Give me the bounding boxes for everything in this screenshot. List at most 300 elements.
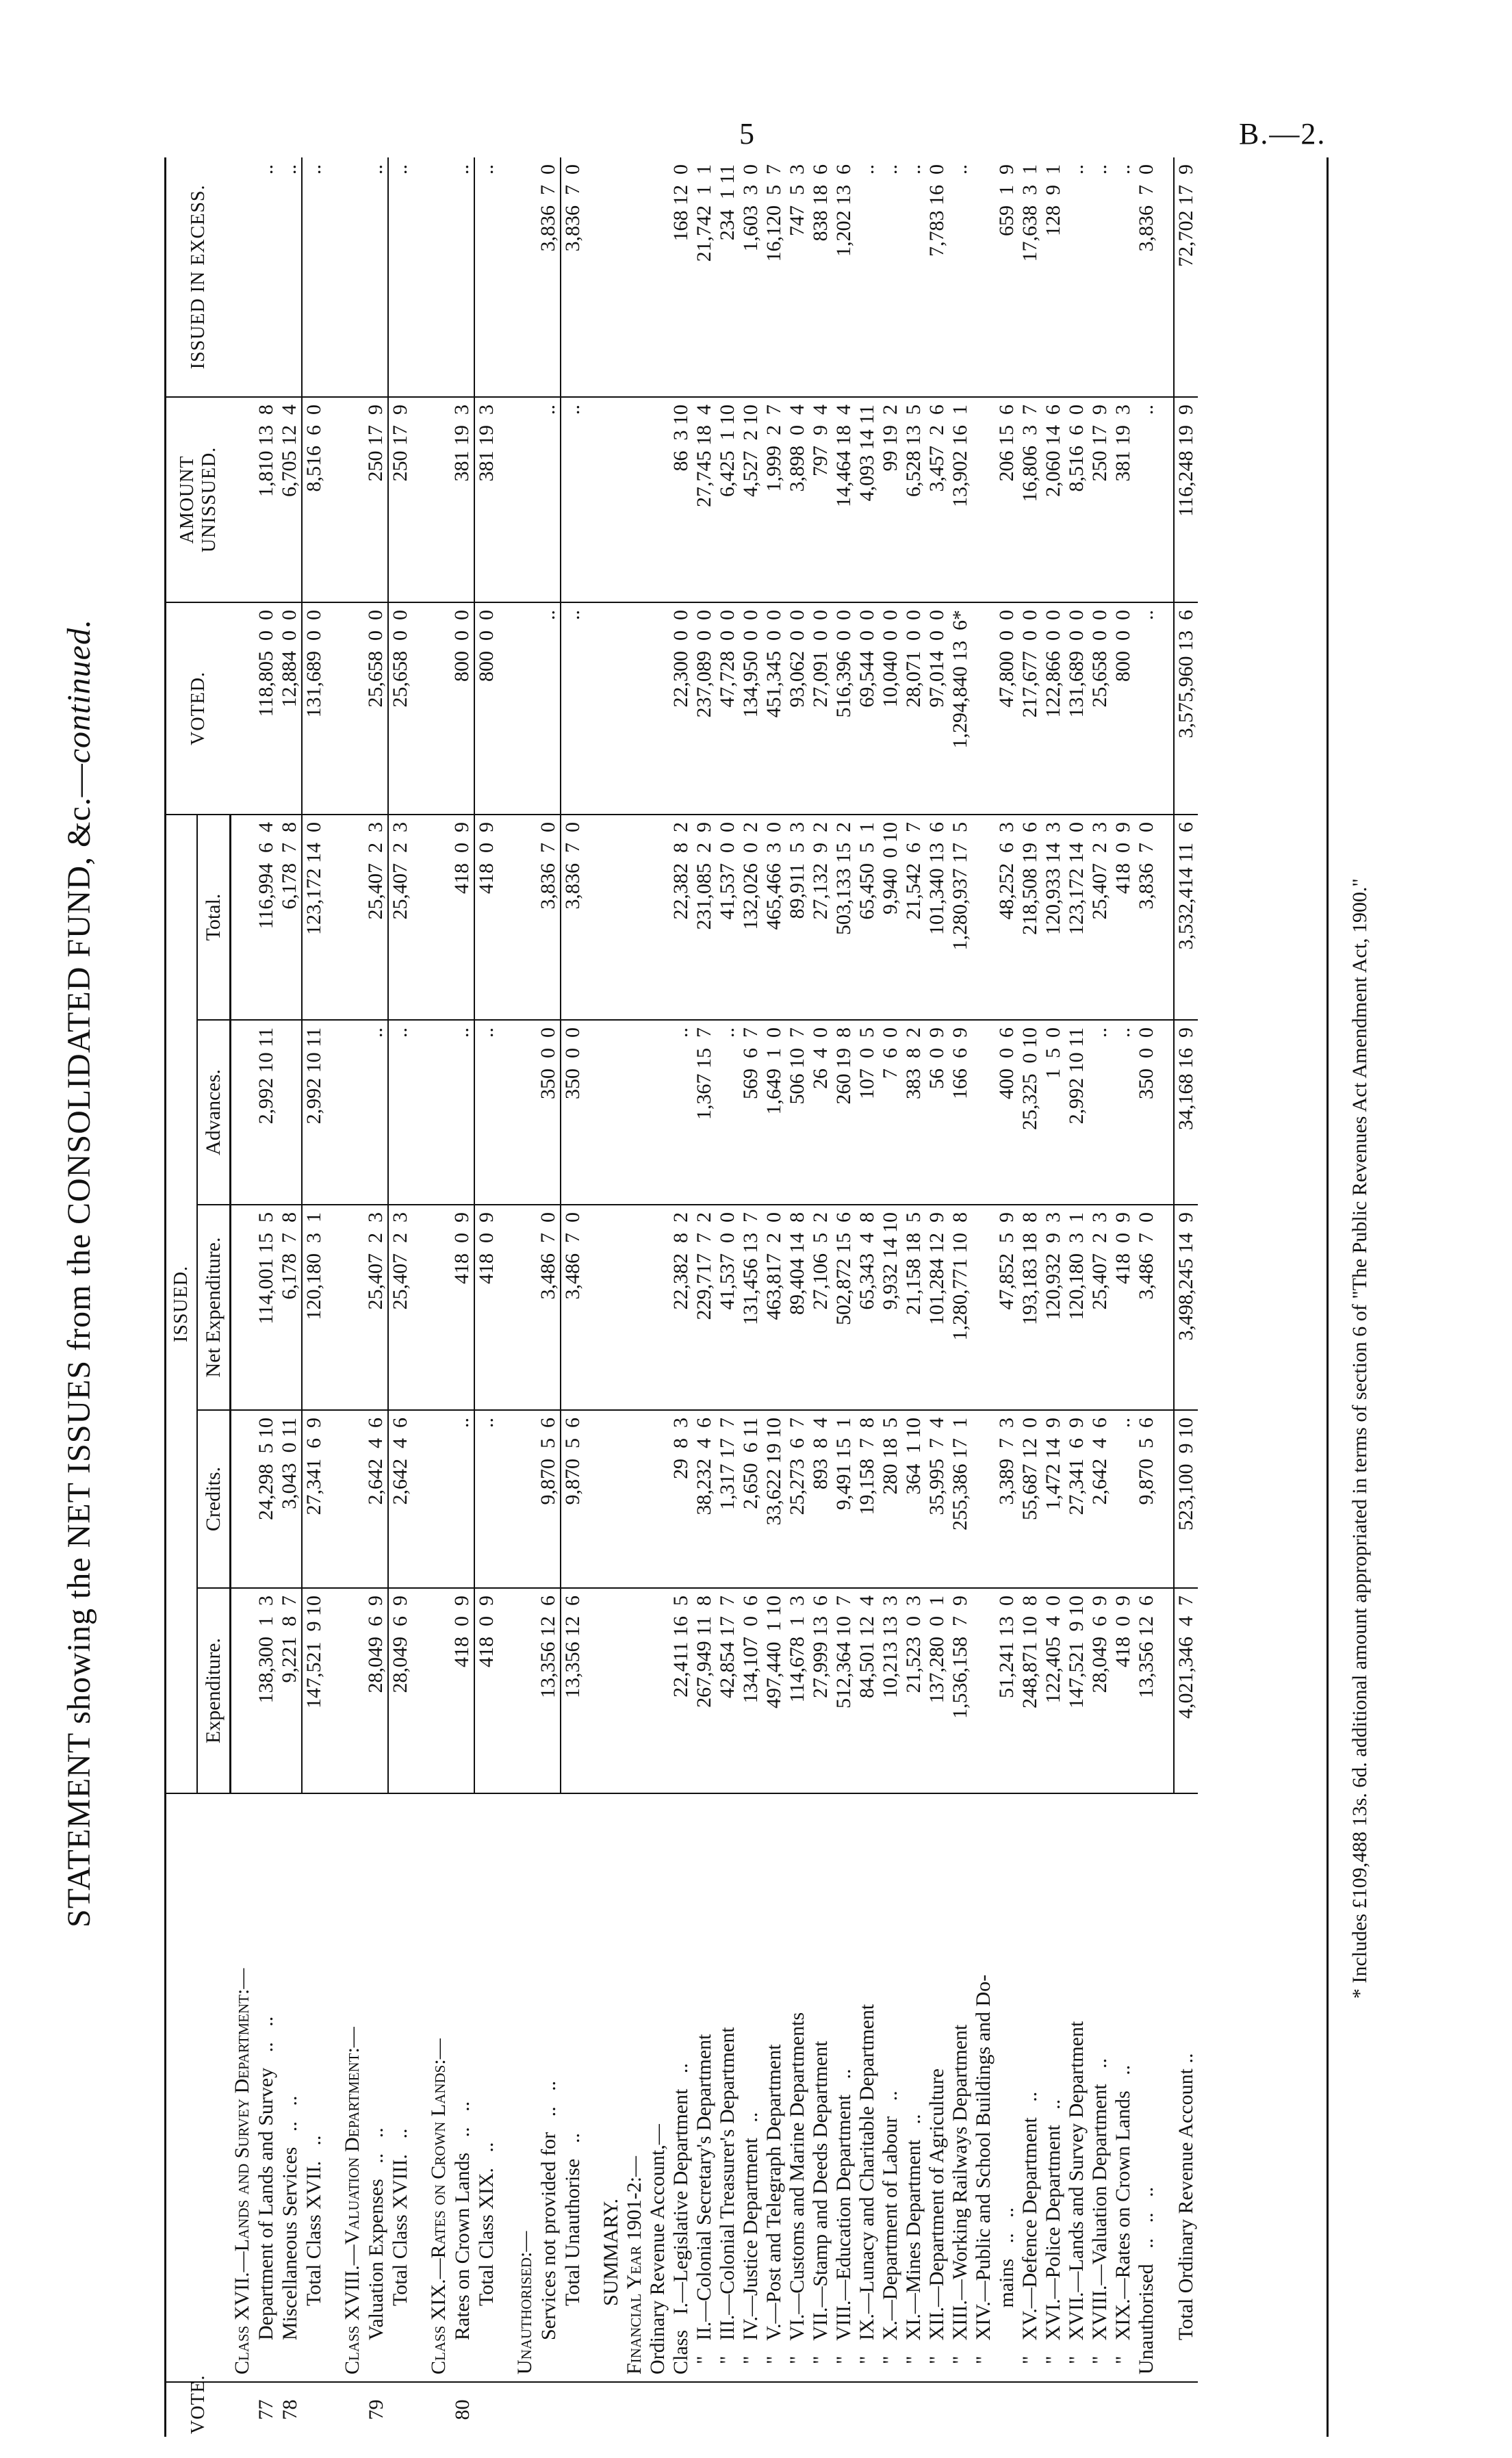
amount-unissued-value: 3,457 2 6 bbox=[925, 397, 949, 602]
row-description: " V.—Post and Telegraph Department bbox=[763, 1793, 786, 2382]
issued-in-excess-value: .. bbox=[278, 157, 302, 397]
advances-value: 25,325 0 10 bbox=[1018, 1020, 1042, 1205]
row-description: Unauthorised:— bbox=[513, 1793, 537, 2382]
table-row bbox=[450, 157, 474, 2437]
expenditure-value: 13,356 12 6 bbox=[561, 1588, 585, 1793]
credits-value: 27,341 6 9 bbox=[302, 1410, 326, 1588]
issued-in-excess-value: .. bbox=[255, 157, 278, 397]
row-description: " XV.—Defence Department .. bbox=[1018, 1793, 1042, 2382]
amount-unissued-header: AMOUNT UNISSUED. bbox=[166, 397, 231, 602]
credits-value: 523,100 9 10 bbox=[1174, 1410, 1198, 1588]
spacer-cell bbox=[326, 1205, 341, 1410]
amount-unissued-value bbox=[341, 397, 364, 602]
amount-unissued-value: 13,902 16 1 bbox=[949, 397, 972, 602]
amount-unissued-value: .. bbox=[537, 397, 561, 602]
vote-number bbox=[763, 2382, 786, 2437]
advances-value: .. bbox=[669, 1020, 693, 1205]
issued-in-excess-value: .. bbox=[1065, 157, 1088, 397]
table-row bbox=[1042, 157, 1065, 2437]
table-row bbox=[856, 157, 879, 2437]
spacer-cell bbox=[412, 1588, 427, 1793]
table-row bbox=[949, 157, 972, 2437]
expenditure-value: 22,411 16 5 bbox=[669, 1588, 693, 1793]
row-description: Class XVIII.—Valuation Department:— bbox=[341, 1793, 364, 2382]
net-expenditure-value: 463,817 2 0 bbox=[763, 1205, 786, 1410]
total-row bbox=[302, 157, 326, 2437]
vote-number bbox=[693, 2382, 716, 2437]
amount-unissued-value: 381 19 3 bbox=[450, 397, 474, 602]
spacer-cell bbox=[412, 397, 427, 602]
expenditure-value: 114,678 1 3 bbox=[786, 1588, 809, 1793]
total-value: 21,542 6 7 bbox=[902, 815, 925, 1020]
voted-value: .. bbox=[561, 602, 585, 815]
credits-value: 33,622 19 10 bbox=[763, 1410, 786, 1588]
advances-value: 1 5 0 bbox=[1042, 1020, 1065, 1205]
amount-unissued-value: 8,516 6 0 bbox=[302, 397, 326, 602]
row-description: Rates on Crown Lands .. .. bbox=[450, 1793, 474, 2382]
advances-value: 569 6 7 bbox=[739, 1020, 763, 1205]
table-row bbox=[739, 157, 763, 2437]
total-value: 231,085 2 9 bbox=[693, 815, 716, 1020]
spacer-cell bbox=[585, 157, 600, 397]
expenditure-value: 84,501 12 4 bbox=[856, 1588, 879, 1793]
net-expenditure-value bbox=[513, 1205, 537, 1410]
advances-value bbox=[600, 1020, 623, 1205]
net-expenditure-value: 418 0 9 bbox=[474, 1205, 498, 1410]
advances-value: 350 0 0 bbox=[561, 1020, 585, 1205]
net-expenditure-value: 418 0 9 bbox=[450, 1205, 474, 1410]
issued-in-excess-value: 17,638 3 1 bbox=[1018, 157, 1042, 397]
amount-unissued-value: 99 19 2 bbox=[879, 397, 902, 602]
spacer-cell bbox=[326, 815, 341, 1020]
vote-number bbox=[646, 2382, 669, 2437]
statement-table-frame bbox=[164, 157, 1329, 2437]
issued-in-excess-value: 3,836 7 0 bbox=[561, 157, 585, 397]
expenditure-value bbox=[513, 1588, 537, 1793]
amount-unissued-value: 381 19 3 bbox=[1112, 397, 1135, 602]
spacer-cell bbox=[585, 602, 600, 815]
table-row bbox=[879, 157, 902, 2437]
net-expenditure-value: 41,537 0 0 bbox=[716, 1205, 739, 1410]
total-value bbox=[231, 815, 255, 1020]
table-row bbox=[693, 157, 716, 2437]
net-expenditure-value: 21,158 18 5 bbox=[902, 1205, 925, 1410]
advances-value: 107 0 5 bbox=[856, 1020, 879, 1205]
table-row bbox=[278, 157, 302, 2437]
expenditure-value: 418 0 9 bbox=[450, 1588, 474, 1793]
vote-number bbox=[1112, 2382, 1135, 2437]
voted-value bbox=[513, 602, 537, 815]
table-row bbox=[1112, 157, 1135, 2437]
vote-number bbox=[474, 2382, 498, 2437]
amount-unissued-value: 206 15 6 bbox=[995, 397, 1018, 602]
expenditure-value: 13,356 12 6 bbox=[1135, 1588, 1158, 1793]
vote-number bbox=[856, 2382, 879, 2437]
total-row bbox=[474, 157, 498, 2437]
voted-value: 93,062 0 0 bbox=[786, 602, 809, 815]
table-row bbox=[427, 157, 450, 2437]
issued-in-excess-value bbox=[427, 157, 450, 397]
spacer-cell bbox=[585, 397, 600, 602]
spacer-cell bbox=[498, 1588, 513, 1793]
net-expenditure-value: 65,343 4 8 bbox=[856, 1205, 879, 1410]
voted-value: 25,658 0 0 bbox=[1088, 602, 1112, 815]
net-expenditure-value: 3,498,245 14 9 bbox=[1174, 1205, 1198, 1410]
row-description: " VI.—Customs and Marine Departments bbox=[786, 1793, 809, 2382]
credits-value: 27,341 6 9 bbox=[1065, 1410, 1088, 1588]
issued-in-excess-value: 747 5 3 bbox=[786, 157, 809, 397]
row-spacer bbox=[585, 157, 600, 2437]
credits-value bbox=[513, 1410, 537, 1588]
total-row bbox=[1174, 157, 1198, 2437]
spacer-cell bbox=[498, 1410, 513, 1588]
voted-value: 800 0 0 bbox=[1112, 602, 1135, 815]
credits-value: 255,386 17 1 bbox=[949, 1410, 972, 1588]
net-expenditure-value bbox=[623, 1205, 646, 1410]
vote-number bbox=[1018, 2382, 1042, 2437]
net-expenditure-value: 25,407 2 3 bbox=[364, 1205, 388, 1410]
table-row bbox=[1065, 157, 1088, 2437]
rotated-statement bbox=[62, 157, 1465, 2437]
issued-in-excess-value: 3,836 7 0 bbox=[1135, 157, 1158, 397]
advances-value: 383 8 2 bbox=[902, 1020, 925, 1205]
table-row bbox=[786, 157, 809, 2437]
total-value: 48,252 6 3 bbox=[995, 815, 1018, 1020]
issued-in-excess-value: .. bbox=[302, 157, 326, 397]
spacer-cell bbox=[412, 602, 427, 815]
expenditure-value bbox=[623, 1588, 646, 1793]
amount-unissued-value: 2,060 14 6 bbox=[1042, 397, 1065, 602]
issued-in-excess-value: .. bbox=[902, 157, 925, 397]
row-description: mains .. .. bbox=[995, 1793, 1018, 2382]
issued-in-excess-value: .. bbox=[856, 157, 879, 397]
spacer-cell bbox=[498, 157, 513, 397]
amount-unissued-value: 27,745 18 4 bbox=[693, 397, 716, 602]
net-expenditure-value: 6,178 7 8 bbox=[278, 1205, 302, 1410]
voted-value: 22,300 0 0 bbox=[669, 602, 693, 815]
credits-value: 3,389 7 3 bbox=[995, 1410, 1018, 1588]
net-expenditure-value: 25,407 2 3 bbox=[1088, 1205, 1112, 1410]
row-description: " VII.—Stamp and Deeds Department bbox=[809, 1793, 832, 2382]
issued-in-excess-value: .. bbox=[388, 157, 412, 397]
table-row bbox=[513, 157, 537, 2437]
vote-number bbox=[388, 2382, 412, 2437]
expenditure-value bbox=[341, 1588, 364, 1793]
title-continued: continued. bbox=[61, 619, 97, 764]
row-description: Total Class XIX. .. bbox=[474, 1793, 498, 2382]
credits-value bbox=[231, 1410, 255, 1588]
advances-value: .. bbox=[450, 1020, 474, 1205]
advances-value: 506 10 7 bbox=[786, 1020, 809, 1205]
issued-in-excess-value: 128 9 1 bbox=[1042, 157, 1065, 397]
expenditure-value: 28,049 6 9 bbox=[364, 1588, 388, 1793]
advances-value: 2,992 10 11 bbox=[1065, 1020, 1088, 1205]
vote-number bbox=[1088, 2382, 1112, 2437]
expenditure-value: 134,107 0 6 bbox=[739, 1588, 763, 1793]
spacer-cell bbox=[1158, 1793, 1174, 2382]
credits-value: 364 1 10 bbox=[902, 1410, 925, 1588]
credits-value: 9,870 5 6 bbox=[537, 1410, 561, 1588]
row-spacer bbox=[498, 157, 513, 2437]
issued-in-excess-value: 7,783 16 0 bbox=[925, 157, 949, 397]
voted-value: 25,658 0 0 bbox=[388, 602, 412, 815]
issued-in-excess-value bbox=[623, 157, 646, 397]
spacer-cell bbox=[585, 1410, 600, 1588]
total-value: 418 0 9 bbox=[1112, 815, 1135, 1020]
net-expenditure-value: 120,932 9 3 bbox=[1042, 1205, 1065, 1410]
spacer-cell bbox=[412, 815, 427, 1020]
spacer-cell bbox=[326, 1588, 341, 1793]
total-value: 116,994 6 4 bbox=[255, 815, 278, 1020]
spacer-cell bbox=[498, 1793, 513, 2382]
voted-value: .. bbox=[1135, 602, 1158, 815]
issued-in-excess-value: 1,603 3 0 bbox=[739, 157, 763, 397]
voted-value: 69,544 0 0 bbox=[856, 602, 879, 815]
issued-in-excess-value: 168 12 0 bbox=[669, 157, 693, 397]
advances-value: .. bbox=[474, 1020, 498, 1205]
issued-in-excess-value bbox=[341, 157, 364, 397]
row-description: " X.—Department of Labour .. bbox=[879, 1793, 902, 2382]
net-expenditure-header: Net Expenditure. bbox=[197, 1205, 231, 1410]
vote-number bbox=[995, 2382, 1018, 2437]
expenditure-value: 27,999 13 6 bbox=[809, 1588, 832, 1793]
spacer-cell bbox=[326, 2382, 341, 2437]
vote-number bbox=[716, 2382, 739, 2437]
vote-number: 80 bbox=[450, 2399, 474, 2420]
total-value: 503,133 15 2 bbox=[832, 815, 856, 1020]
expenditure-value: 267,949 11 8 bbox=[693, 1588, 716, 1793]
total-value: 3,532,414 11 6 bbox=[1174, 815, 1198, 1020]
credits-value: 3,043 0 11 bbox=[278, 1410, 302, 1588]
vote-number bbox=[600, 2382, 623, 2437]
row-description: Total Ordinary Revenue Account .. bbox=[1174, 1793, 1198, 2382]
credits-value: 280 18 5 bbox=[879, 1410, 902, 1588]
expenditure-value: 9,221 8 7 bbox=[278, 1588, 302, 1793]
total-value bbox=[600, 815, 623, 1020]
spacer-cell bbox=[412, 1793, 427, 2382]
row-description: Total Unauthorise .. bbox=[561, 1793, 585, 2382]
statement-title: STATEMENT showing the NET ISSUES from the CONSOLIDATED FUND, &c.—continued. bbox=[61, 619, 97, 1928]
vote-number bbox=[786, 2382, 809, 2437]
voted-value bbox=[623, 602, 646, 815]
amount-unissued-value: .. bbox=[561, 397, 585, 602]
credits-value: .. bbox=[474, 1410, 498, 1588]
net-expenditure-value: 193,183 18 8 bbox=[1018, 1205, 1042, 1410]
total-value: 41,537 0 0 bbox=[716, 815, 739, 1020]
row-description: " XVIII.—Valuation Department .. bbox=[1088, 1793, 1112, 2382]
total-value: 1,280,937 17 5 bbox=[949, 815, 972, 1020]
expenditure-value bbox=[427, 1588, 450, 1793]
expenditure-value: 1,536,158 7 9 bbox=[949, 1588, 972, 1793]
total-value bbox=[623, 815, 646, 1020]
amount-unissued-value: 250 17 9 bbox=[364, 397, 388, 602]
voted-value bbox=[600, 602, 623, 815]
row-description: " XI.—Mines Department .. bbox=[902, 1793, 925, 2382]
row-spacer bbox=[1158, 157, 1174, 2437]
spacer-cell bbox=[326, 157, 341, 397]
net-expenditure-value bbox=[231, 1205, 255, 1410]
voted-value: 131,689 0 0 bbox=[302, 602, 326, 815]
total-value: 3,836 7 0 bbox=[561, 815, 585, 1020]
spacer-cell bbox=[326, 1410, 341, 1588]
footnote: * Includes £109,488 13s. 6d. additional amount appropriated in terms of section 6 of "The Public Revenues Act Amendment Act, 1900." bbox=[1348, 878, 1371, 1999]
net-expenditure-value: 3,486 7 0 bbox=[561, 1205, 585, 1410]
total-value bbox=[341, 815, 364, 1020]
advances-value: 166 6 9 bbox=[949, 1020, 972, 1205]
advances-value bbox=[231, 1020, 255, 1205]
credits-value: 9,870 5 6 bbox=[1135, 1410, 1158, 1588]
expenditure-value: 147,521 9 10 bbox=[1065, 1588, 1088, 1793]
advances-value: 56 0 9 bbox=[925, 1020, 949, 1205]
net-expenditure-value: 101,284 12 9 bbox=[925, 1205, 949, 1410]
amount-unissued-value: 6,705 12 4 bbox=[278, 397, 302, 602]
total-value bbox=[972, 815, 995, 1020]
vote-number bbox=[1174, 2382, 1198, 2437]
row-description: Total Class XVIII. .. bbox=[388, 1793, 412, 2382]
row-description: Class XVII.—Lands and Survey Department:— bbox=[231, 1793, 255, 2382]
spacer-cell bbox=[585, 1205, 600, 1410]
amount-unissued-value: 8,516 6 0 bbox=[1065, 397, 1088, 602]
spacer-cell bbox=[326, 397, 341, 602]
amount-unissued-value: 6,425 1 10 bbox=[716, 397, 739, 602]
spacer-cell bbox=[412, 1020, 427, 1205]
net-expenditure-value bbox=[427, 1205, 450, 1410]
net-expenditure-value: 120,180 3 1 bbox=[302, 1205, 326, 1410]
amount-unissued-value bbox=[513, 397, 537, 602]
row-description: " IX.—Lunacy and Charitable Department bbox=[856, 1793, 879, 2382]
spacer-cell bbox=[498, 2382, 513, 2437]
expenditure-value bbox=[600, 1588, 623, 1793]
advances-value: 2,992 10 11 bbox=[255, 1020, 278, 1205]
total-value: 3,836 7 0 bbox=[1135, 815, 1158, 1020]
spacer-cell bbox=[1158, 1588, 1174, 1793]
table-row bbox=[832, 157, 856, 2437]
total-value: 27,132 9 2 bbox=[809, 815, 832, 1020]
voted-value: 10,040 0 0 bbox=[879, 602, 902, 815]
credits-value: 2,642 4 6 bbox=[1088, 1410, 1112, 1588]
table-row bbox=[925, 157, 949, 2437]
spacer-cell bbox=[498, 397, 513, 602]
issued-in-excess-value: 21,742 1 1 bbox=[693, 157, 716, 397]
expenditure-value bbox=[646, 1588, 669, 1793]
spacer-cell bbox=[585, 2382, 600, 2437]
amount-unissued-value bbox=[972, 397, 995, 602]
credits-header: Credits. bbox=[197, 1410, 231, 1588]
advances-value: 1,649 1 0 bbox=[763, 1020, 786, 1205]
expenditure-value: 42,854 17 7 bbox=[716, 1588, 739, 1793]
vote-number bbox=[1135, 2382, 1158, 2437]
spacer-cell bbox=[1158, 1410, 1174, 1588]
vote-number bbox=[925, 2382, 949, 2437]
spacer-cell bbox=[1158, 2382, 1174, 2437]
voted-header: VOTED. bbox=[166, 602, 231, 815]
credits-value: 35,995 7 4 bbox=[925, 1410, 949, 1588]
total-value: 123,172 14 0 bbox=[1065, 815, 1088, 1020]
table-row bbox=[341, 157, 364, 2437]
total-value bbox=[646, 815, 669, 1020]
row-description: " XIV.—Public and School Buildings and Do- bbox=[972, 1793, 995, 2382]
row-description: Class I.—Legislative Department .. bbox=[669, 1793, 693, 2382]
row-description: " XII.—Department of Agriculture bbox=[925, 1793, 949, 2382]
voted-value: 451,345 0 0 bbox=[763, 602, 786, 815]
credits-value bbox=[427, 1410, 450, 1588]
advances-value: 34,168 16 9 bbox=[1174, 1020, 1198, 1205]
credits-value: 1,317 17 7 bbox=[716, 1410, 739, 1588]
total-value: 25,407 2 3 bbox=[388, 815, 412, 1020]
net-expenditure-value: 229,717 7 2 bbox=[693, 1205, 716, 1410]
amount-unissued-value: 86 3 10 bbox=[669, 397, 693, 602]
issued-in-excess-value bbox=[646, 157, 669, 397]
amount-unissued-value: .. bbox=[1135, 397, 1158, 602]
row-description: Department of Lands and Survey .. .. bbox=[255, 1793, 278, 2382]
expenditure-value: 512,364 10 7 bbox=[832, 1588, 856, 1793]
voted-value bbox=[646, 602, 669, 815]
total-value: 120,933 14 3 bbox=[1042, 815, 1065, 1020]
spacer-cell bbox=[498, 1020, 513, 1205]
net-expenditure-value: 502,872 15 6 bbox=[832, 1205, 856, 1410]
expenditure-value: 10,213 13 3 bbox=[879, 1588, 902, 1793]
credits-value: 9,870 5 6 bbox=[561, 1410, 585, 1588]
amount-unissued-value bbox=[623, 397, 646, 602]
amount-unissued-value: 3,898 0 4 bbox=[786, 397, 809, 602]
vote-number: 79 bbox=[364, 2399, 387, 2420]
vote-number bbox=[537, 2382, 561, 2437]
row-description: Class XIX.—Rates on Crown Lands:— bbox=[427, 1793, 450, 2382]
row-spacer bbox=[412, 157, 427, 2437]
spacer-cell bbox=[585, 1588, 600, 1793]
net-expenditure-value: 131,456 13 7 bbox=[739, 1205, 763, 1410]
expenditure-value: 28,049 6 9 bbox=[1088, 1588, 1112, 1793]
issued-in-excess-value bbox=[600, 157, 623, 397]
spacer-cell bbox=[1158, 602, 1174, 815]
total-value: 465,466 3 0 bbox=[763, 815, 786, 1020]
advances-value bbox=[513, 1020, 537, 1205]
spacer-cell bbox=[412, 157, 427, 397]
vote-header: VOTE. bbox=[187, 2374, 209, 2434]
net-expenditure-value bbox=[600, 1205, 623, 1410]
issued-in-excess-value: .. bbox=[1112, 157, 1135, 397]
net-expenditure-value: 25,407 2 3 bbox=[388, 1205, 412, 1410]
expenditure-value bbox=[972, 1588, 995, 1793]
advances-value: .. bbox=[1088, 1020, 1112, 1205]
advances-value bbox=[427, 1020, 450, 1205]
table-row bbox=[600, 157, 623, 2437]
spacer-cell bbox=[326, 602, 341, 815]
expenditure-value: 137,280 0 1 bbox=[925, 1588, 949, 1793]
total-value: 9,940 0 10 bbox=[879, 815, 902, 1020]
vote-number bbox=[427, 2382, 450, 2437]
vote-number bbox=[669, 2382, 693, 2437]
net-expenditure-value: 22,382 8 2 bbox=[669, 1205, 693, 1410]
spacer-cell bbox=[498, 1205, 513, 1410]
issued-header: ISSUED. bbox=[166, 815, 197, 1793]
total-value: 418 0 9 bbox=[474, 815, 498, 1020]
total-value bbox=[513, 815, 537, 1020]
total-row bbox=[561, 157, 585, 2437]
credits-value: 29 8 3 bbox=[669, 1410, 693, 1588]
vote-number bbox=[561, 2382, 585, 2437]
expenditure-value: 138,300 1 3 bbox=[255, 1588, 278, 1793]
voted-value: 122,866 0 0 bbox=[1042, 602, 1065, 815]
amount-unissued-value: 250 17 9 bbox=[388, 397, 412, 602]
net-expenditure-value bbox=[646, 1205, 669, 1410]
document-reference: B.—2. bbox=[1239, 117, 1327, 151]
amount-unissued-value bbox=[231, 397, 255, 602]
issued-in-excess-value bbox=[972, 157, 995, 397]
amount-unissued-value: 381 19 3 bbox=[474, 397, 498, 602]
spacer-cell bbox=[1158, 1020, 1174, 1205]
issued-in-excess-value: .. bbox=[474, 157, 498, 397]
